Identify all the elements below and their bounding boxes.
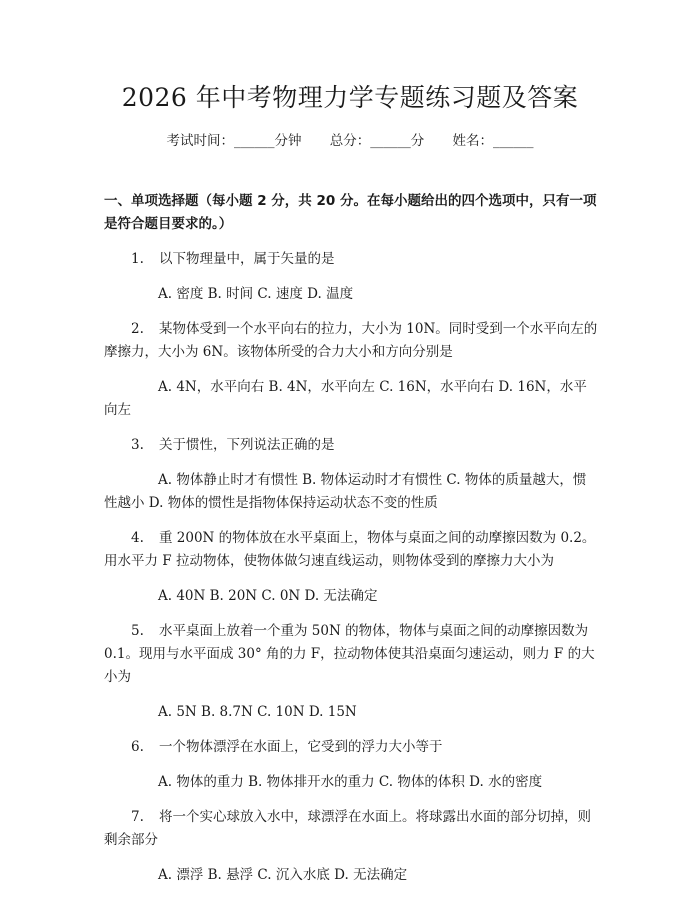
question-number: 5.	[131, 623, 144, 639]
student-name-field: 姓名：______	[452, 133, 534, 149]
question-number: 2.	[131, 321, 144, 337]
question-text: 水平桌面上放着一个重为 50N 的物体，物体与桌面之间的动摩擦因数为 0.1。现用与水平面成 30° 角的力 F，拉动物体使其沿桌面匀速运动，则力 F 的大小为	[104, 623, 595, 685]
section-heading: 一、单项选择题（每小题 2 分，共 20 分。在每小题给出的四个选项中，只有一项是符合题目要求的。）	[104, 193, 597, 232]
question-1	[104, 248, 598, 271]
question-text: 以下物理量中，属于矢量的是	[159, 251, 335, 267]
question-2	[104, 318, 598, 364]
question-number: 6.	[131, 739, 144, 755]
question-text: 关于惯性，下列说法正确的是	[159, 437, 335, 453]
question-7-options: A. 漂浮 B. 悬浮 C. 沉入水底 D. 无法确定	[158, 867, 408, 883]
question-4-options: A. 40N B. 20N C. 0N D. 无法确定	[158, 588, 378, 604]
question-2-options: A. 4N，水平向右 B. 4N，水平向左 C. 16N，水平向右 D. 16N，水平向左	[104, 379, 587, 418]
question-text: 一个物体漂浮在水面上，它受到的浮力大小等于	[159, 739, 443, 755]
question-text: 将一个实心球放入水中，球漂浮在水面上。将球露出水面的部分切掉，则剩余部分	[104, 809, 591, 848]
total-score-field: 总分：______分	[329, 133, 425, 149]
exam-time-field: 考试时间：______分钟	[166, 133, 302, 149]
question-6-options: A. 物体的重力 B. 物体排开水的重力 C. 物体的体积 D. 水的密度	[158, 774, 543, 790]
question-5	[104, 620, 598, 689]
question-number: 4.	[131, 530, 144, 546]
question-7	[104, 806, 598, 852]
question-3	[104, 434, 598, 457]
exam-meta	[0, 131, 700, 151]
question-number: 1.	[131, 251, 144, 267]
question-5-options: A. 5N B. 8.7N C. 10N D. 15N	[158, 704, 357, 720]
question-text: 某物体受到一个水平向右的拉力，大小为 10N。同时受到一个水平向左的摩擦力，大小为 6N。该物体所受的合力大小和方向分别是	[104, 321, 598, 360]
question-number: 3.	[131, 437, 144, 453]
question-number: 7.	[131, 809, 144, 825]
document-title: 2026 年中考物理力学专题练习题及答案	[121, 83, 579, 112]
question-6	[104, 736, 598, 759]
question-text: 重 200N 的物体放在水平桌面上，物体与桌面之间的动摩擦因数为 0.2。用水平力 F 拉动物体，使物体做匀速直线运动，则物体受到的摩擦力大小为	[104, 530, 596, 569]
question-1-options: A. 密度 B. 时间 C. 速度 D. 温度	[158, 286, 354, 302]
question-4	[104, 527, 598, 573]
question-3-options: A. 物体静止时才有惯性 B. 物体运动时才有惯性 C. 物体的质量越大，惯性越小 D. 物体的惯性是指物体保持运动状态不变的性质	[104, 472, 587, 511]
question-section	[104, 190, 598, 899]
